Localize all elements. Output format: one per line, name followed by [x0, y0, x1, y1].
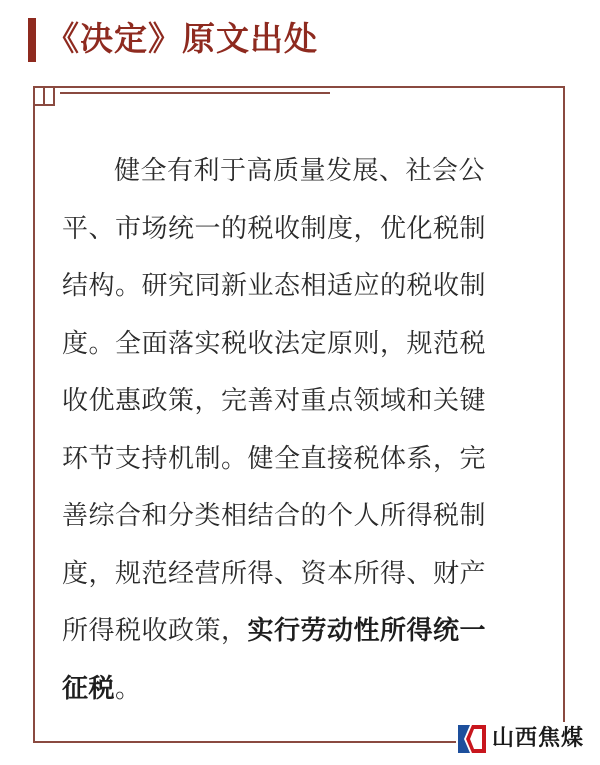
text-segment: 所得税收政策， — [62, 616, 248, 646]
text-line — [62, 661, 542, 719]
text-line — [62, 603, 542, 661]
frame-top-accent-line — [60, 92, 330, 94]
text-line: 度。全面落实税收法定原则，规范税 — [62, 328, 487, 359]
shanxi-coking-coal-logo-icon — [456, 723, 488, 755]
header-accent-bar — [28, 18, 36, 62]
excerpt-text — [62, 143, 542, 718]
frame-corner-ornament — [33, 86, 55, 106]
text-segment: 。 — [115, 673, 142, 704]
text-line: 平、市场统一的税收制度，优化税制 — [62, 213, 487, 244]
text-line: 结构。研究同新业态相适应的税收制 — [62, 271, 487, 301]
emphasized-text: 实行劳动性所得统一 — [247, 616, 487, 646]
text-line: 收优惠政策，完善对重点领域和关键 — [62, 386, 487, 416]
text-line: 度，规范经营所得、资本所得、财产 — [62, 558, 487, 589]
text-line: 善综合和分类相结合的个人所得税制 — [62, 501, 487, 531]
page-title: 《决定》原文出处 — [46, 19, 318, 58]
text-line: 环节支持机制。健全直接税体系，完 — [62, 443, 487, 474]
emphasized-text: 征税 — [62, 673, 116, 704]
logo-text: 山西焦煤 — [492, 726, 585, 751]
text-line: 健全有利于高质量发展、社会公 — [114, 156, 486, 186]
brand-logo — [456, 722, 594, 758]
